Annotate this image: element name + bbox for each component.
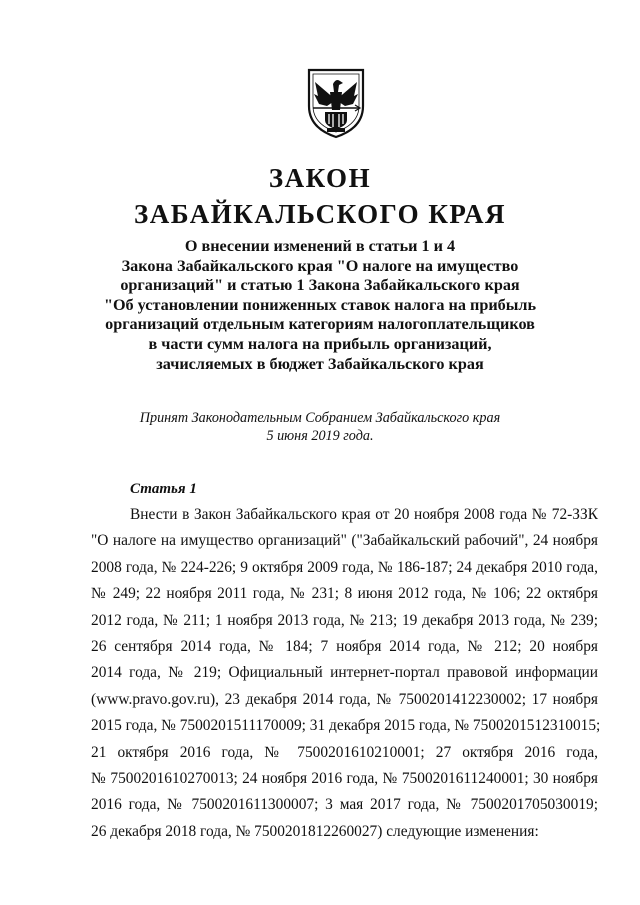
adoption-body: Принят Законодательным Собранием Забайкальского края bbox=[139, 410, 501, 426]
article-heading: Статья 1 bbox=[130, 481, 197, 497]
coat-of-arms-icon bbox=[305, 66, 367, 140]
article-line: "О налоге на имущество организаций" ("Забайкальский рабочий", 24 ноября bbox=[91, 532, 598, 550]
subtitle-line: Закона Забайкальского края "О налоге на имущество bbox=[121, 256, 519, 275]
law-title: ЗАКОН bbox=[268, 163, 372, 193]
article-line: (www.pravo.gov.ru), 23 декабря 2014 года, № 7500201412230002; 17 ноября bbox=[91, 690, 598, 708]
subtitle-line: "Об установлении пониженных ставок налога на прибыль bbox=[103, 295, 537, 314]
law-region-title: ЗАБАЙКАЛЬСКОГО КРАЯ bbox=[134, 199, 506, 229]
article-line: 26 сентября 2014 года, № 184; 7 ноября 2014 года, № 212; 20 ноября bbox=[91, 638, 598, 656]
subtitle-line: О внесении изменений в статьи 1 и 4 bbox=[184, 237, 456, 255]
article-line: 2015 года, № 7500201511170009; 31 декабря 2015 года, № 7500201512310015; bbox=[91, 717, 601, 735]
article-line: 26 декабря 2018 года, № 7500201812260027) следующие изменения: bbox=[91, 822, 539, 840]
subtitle-line: в части сумм налога на прибыль организаций, bbox=[148, 334, 492, 353]
adoption-note bbox=[0, 409, 640, 445]
adoption-date: 5 июня 2019 года. bbox=[266, 428, 374, 444]
article-line: 2014 года, № 219; Официальный интернет-портал правовой информации bbox=[91, 664, 598, 682]
article-line: 2008 года, № 224-226; 9 октября 2009 года, № 186-187; 24 декабря 2010 года, bbox=[91, 558, 598, 576]
article-line: № 7500201610270013; 24 ноября 2016 года, № 7500201611240001; 30 ноября bbox=[91, 770, 598, 788]
article-line: 21 октября 2016 года, № 7500201610210001; 27 октября 2016 года, bbox=[91, 743, 598, 761]
article-body bbox=[91, 502, 601, 845]
subtitle-line: организаций отдельным категориям налогоплательщиков bbox=[105, 315, 535, 334]
article-line: 2016 года, № 7500201611300007; 3 мая 2017 года, № 7500201705030019; bbox=[91, 796, 598, 814]
article-line: Внести в Закон Забайкальского края от 20 ноября 2008 года № 72-ЗЗК bbox=[130, 506, 598, 523]
subtitle-line: зачисляемых в бюджет Забайкальского края bbox=[156, 354, 484, 373]
article-line: 2012 года, № 211; 1 ноября 2013 года, № 213; 19 декабря 2013 года, № 239; bbox=[91, 611, 598, 629]
subtitle-line: организаций" и статью 1 Закона Забайкальского края bbox=[120, 276, 520, 295]
article-line: № 249; 22 ноября 2011 года, № 231; 8 июня 2012 года, № 106; 22 октября bbox=[91, 585, 598, 603]
law-subtitle bbox=[0, 237, 640, 374]
